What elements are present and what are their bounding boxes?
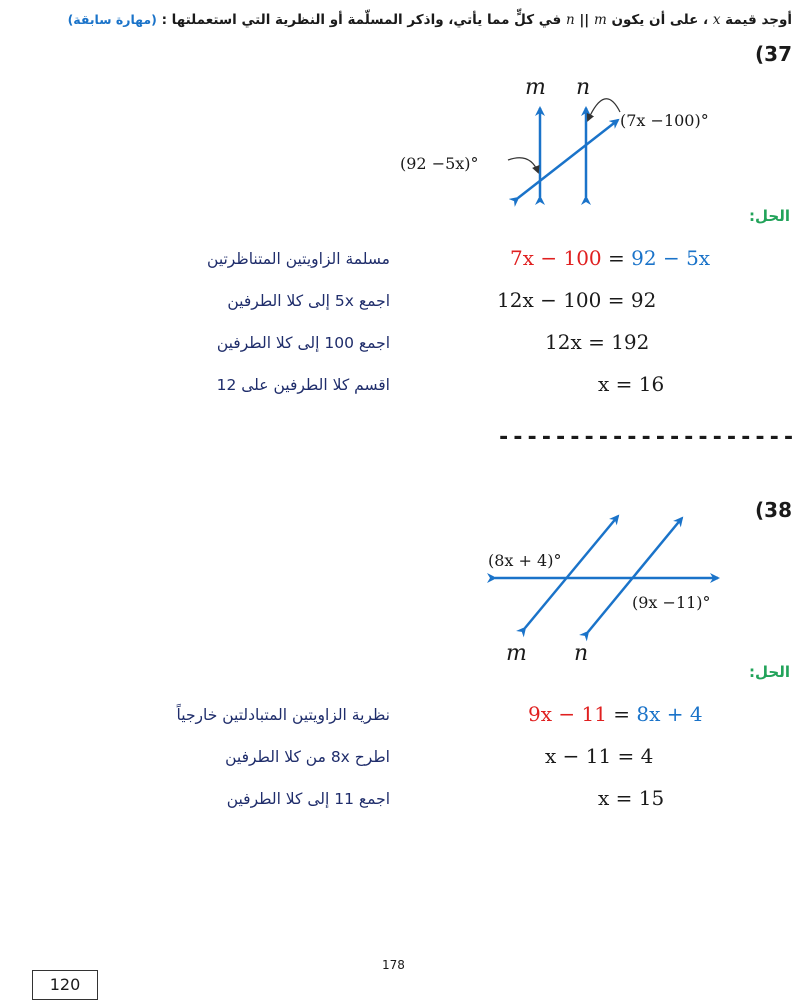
- problem-38-figure: [470, 508, 770, 668]
- p37-step1-left: 7x − 100: [510, 246, 602, 270]
- angle-7x-100-label: (7x −100)°: [620, 111, 709, 130]
- p37-step4-reason: اقسم كلا الطرفين على 12: [216, 376, 390, 394]
- p37-step4-equation: x = 16: [598, 372, 665, 396]
- skill-label: (مهارة سابقة): [67, 12, 157, 27]
- header-text-2: ، على أن يكون: [606, 12, 713, 28]
- p38-step1-left: 9x − 11: [528, 702, 607, 726]
- p38-step2-equation: x − 11 = 4: [545, 744, 654, 768]
- angle-92-5x-label: (92 −5x)°: [400, 154, 479, 173]
- header-var-n: n: [565, 12, 575, 28]
- transversal: [518, 120, 618, 198]
- p37-step3-equation: 12x = 192: [545, 330, 650, 354]
- problem-38-number: (38: [755, 498, 792, 522]
- problem-37-number: (37: [755, 42, 792, 66]
- line-n-label: n: [576, 75, 591, 100]
- problem-37-figure: [380, 72, 780, 212]
- header-text-1: أوجد قيمة: [720, 12, 792, 28]
- p37-step2-equation: 12x − 100 = 92: [497, 288, 657, 312]
- p37-step1-reason: مسلمة الزاويتين المتناظرتين: [207, 250, 390, 268]
- header-parallel: ||: [574, 12, 594, 28]
- header-var-m: m: [593, 12, 607, 28]
- angle-pointer-1: [508, 158, 538, 172]
- instruction-header: [2, 12, 792, 28]
- angle-pointer-2: [588, 99, 620, 120]
- section-divider: ---------------------: [497, 425, 797, 450]
- angle-8x-4-label: (8x + 4)°: [488, 551, 562, 570]
- page-box-number: 120: [32, 970, 98, 1000]
- p38-step1-reason: نظرية الزاويتين المتبادلتين خارجياً: [176, 706, 390, 724]
- p38-step1-equation: 9x − 11 = 8x + 4: [528, 702, 703, 726]
- line-n-label-38: n: [574, 641, 589, 666]
- line-m-label: m: [525, 75, 546, 100]
- p38-step2-reason: اطرح 8x من كلا الطرفين: [225, 748, 390, 766]
- p37-step3-reason: اجمع 100 إلى كلا الطرفين: [216, 334, 390, 352]
- p38-step3-equation: x = 15: [598, 786, 665, 810]
- p37-step2-reason: اجمع 5x إلى كلا الطرفين: [227, 292, 390, 310]
- p38-step3-reason: اجمع 11 إلى كلا الطرفين: [226, 790, 390, 808]
- problem-38-solution-label: الحل:: [749, 663, 790, 681]
- p38-step1-right: 8x + 4: [636, 702, 703, 726]
- header-var-x: x: [712, 12, 721, 28]
- p37-step1-equation: 7x − 100 = 92 − 5x: [510, 246, 711, 270]
- problem-37-solution-label: الحل:: [749, 207, 790, 225]
- angle-9x-11-label: (9x −11)°: [632, 593, 711, 612]
- page-number: 178: [382, 958, 405, 972]
- header-text-3: في كلٍّ مما يأتي، واذكر المسلّمة أو النظرية التي استعملتها :: [156, 12, 566, 28]
- p37-step1-right: 92 − 5x: [631, 246, 711, 270]
- line-m-label-38: m: [506, 641, 527, 666]
